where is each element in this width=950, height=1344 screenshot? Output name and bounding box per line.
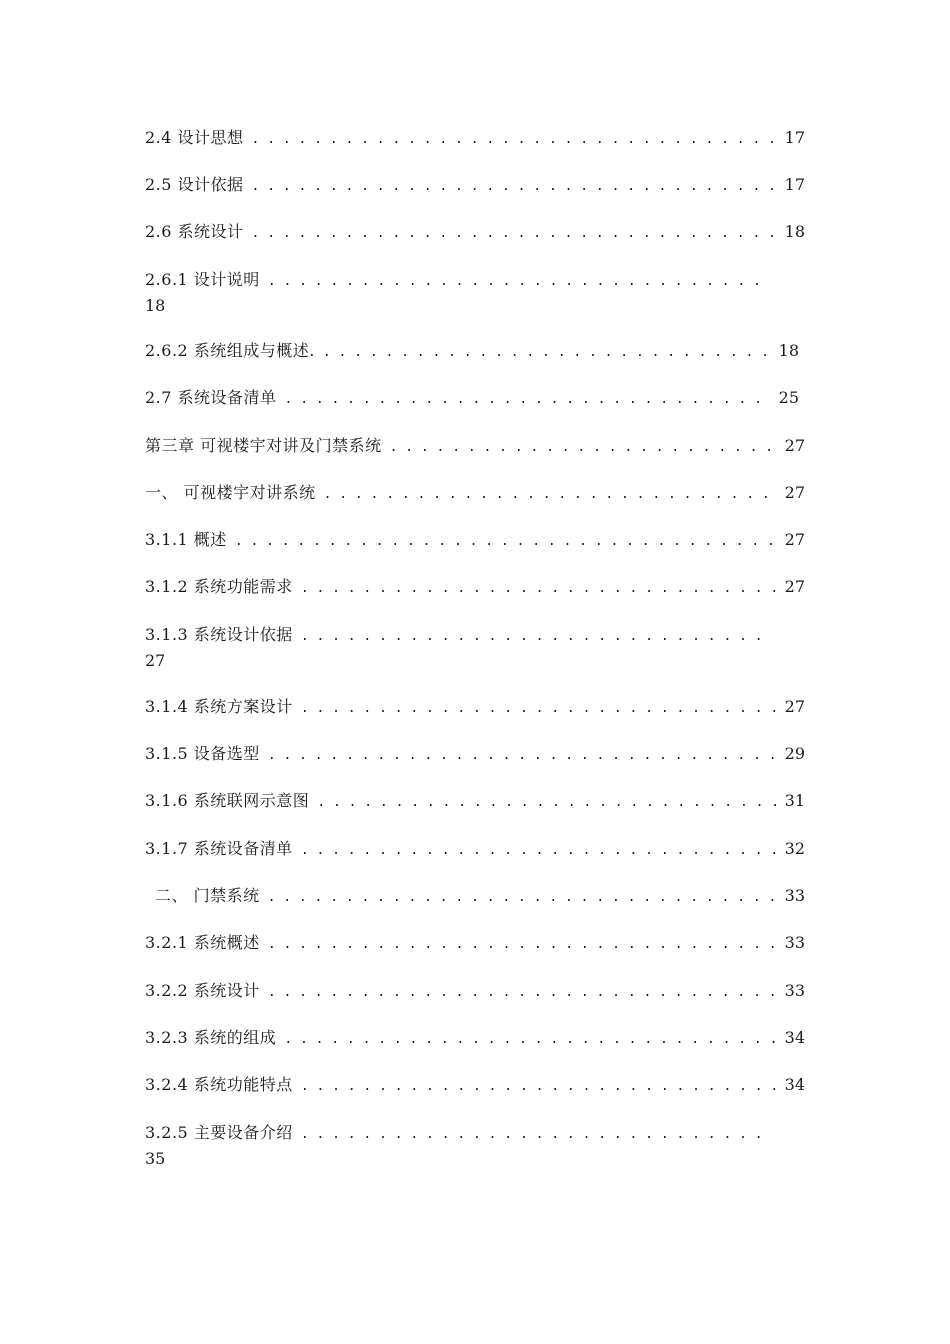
toc-entry[interactable]: [145, 1121, 805, 1171]
toc-entry-page: 27: [784, 577, 805, 596]
toc-entry-page: 27: [784, 483, 805, 502]
toc-entry-page: 27: [145, 651, 166, 670]
toc-entry-title: 3.2.5 主要设备介绍: [145, 1123, 293, 1142]
dot-leader: [301, 839, 777, 863]
toc-entry-page: 27: [784, 530, 805, 549]
toc-entry[interactable]: [145, 434, 805, 460]
toc-entry[interactable]: [145, 1026, 805, 1052]
toc-entry-title: 3.1.2 系统功能需求: [145, 577, 293, 596]
toc-entry[interactable]: [145, 884, 805, 910]
dot-leader: [252, 175, 777, 199]
toc-entry-page: 17: [784, 128, 805, 147]
toc-entry-page: 27: [784, 697, 805, 716]
toc-entry[interactable]: [145, 931, 805, 957]
toc-entry[interactable]: [145, 173, 805, 199]
toc-entry-title: 2.5 设计依据: [145, 175, 244, 194]
toc-entry-title: 3.1.5 设备选型: [145, 744, 260, 763]
toc-entry-title: 3.2.1 系统概述: [145, 933, 260, 952]
dot-leader: [235, 530, 777, 554]
toc-entry-page: 27: [784, 436, 805, 455]
toc-entry-title: 2.7 系统设备清单: [145, 388, 277, 407]
dot-leader: [301, 1075, 777, 1099]
dot-leader: [268, 744, 777, 768]
dot-leader: [301, 625, 771, 649]
toc-entry-title: 第三章 可视楼宇对讲及门禁系统: [145, 436, 382, 455]
dot-leader: [268, 981, 777, 1005]
toc-entry-title: 3.1.6 系统联网示意图: [145, 791, 310, 810]
dot-leader: [317, 791, 777, 815]
toc-entry[interactable]: [145, 623, 805, 673]
dot-leader: [268, 886, 777, 910]
dot-leader: [268, 933, 777, 957]
dot-leader: [252, 128, 777, 152]
toc-entry-title: 2.6 系统设计: [145, 222, 244, 241]
dot-leader: [301, 577, 777, 601]
toc-entry[interactable]: [145, 339, 805, 365]
toc-entry-page: 17: [784, 175, 805, 194]
toc-entry-title: 2.6.1 设计说明: [145, 270, 260, 289]
toc-entry-title: 3.2.3 系统的组成: [145, 1028, 277, 1047]
toc-entry-title: 3.2.4 系统功能特点: [145, 1075, 293, 1094]
toc-entry[interactable]: [145, 1073, 805, 1099]
toc-entry-page: 35: [145, 1149, 166, 1168]
toc-entry-page: 32: [784, 839, 805, 858]
dot-leader: [284, 1028, 777, 1052]
toc-entry-title: 3.1.1 概述: [145, 530, 227, 549]
toc-entry[interactable]: [145, 126, 805, 152]
toc-entry-title: 3.1.3 系统设计依据: [145, 625, 293, 644]
toc-entry-title: 2.4 设计思想: [145, 128, 244, 147]
toc-entry-page: 34: [784, 1075, 805, 1094]
toc-entry-page: 18: [784, 222, 805, 241]
dot-leader: [252, 222, 777, 246]
toc-entry[interactable]: [145, 789, 805, 815]
toc-entry-page: 31: [784, 791, 805, 810]
toc-entry-title: 二、 门禁系统: [155, 886, 260, 905]
dot-leader: [301, 697, 777, 721]
toc-entry-title: 3.2.2 系统设计: [145, 981, 260, 1000]
toc-entry-page: 25: [778, 388, 799, 407]
toc-entry[interactable]: [145, 481, 805, 507]
toc-entry[interactable]: [145, 695, 805, 721]
dot-leader: [324, 483, 777, 507]
toc-entry[interactable]: [145, 837, 805, 863]
toc-entry[interactable]: [145, 979, 805, 1005]
dot-leader: [390, 436, 777, 460]
toc-entry[interactable]: [145, 742, 805, 768]
toc-entry-page: 34: [784, 1028, 805, 1047]
toc-entry-page: 29: [784, 744, 805, 763]
toc-entry[interactable]: [145, 220, 805, 246]
dot-leader: [323, 341, 771, 365]
toc-entry[interactable]: [145, 386, 805, 412]
toc-entry-title: 2.6.2 系统组成与概述.: [145, 341, 315, 360]
dot-leader: [268, 270, 771, 294]
toc-entry[interactable]: [145, 528, 805, 554]
toc-entry-page: 33: [784, 886, 805, 905]
toc-entry-page: 18: [145, 296, 166, 315]
toc-entry[interactable]: [145, 575, 805, 601]
toc-entry[interactable]: [145, 268, 805, 318]
toc-entry-title: 一、 可视楼宇对讲系统: [145, 483, 316, 502]
dot-leader: [285, 388, 771, 412]
toc-entry-title: 3.1.7 系统设备清单: [145, 839, 293, 858]
toc-entry-page: 33: [784, 981, 805, 1000]
dot-leader: [301, 1123, 771, 1147]
toc-entry-page: 33: [784, 933, 805, 952]
toc-entry-page: 18: [778, 341, 799, 360]
toc-entry-title: 3.1.4 系统方案设计: [145, 697, 293, 716]
